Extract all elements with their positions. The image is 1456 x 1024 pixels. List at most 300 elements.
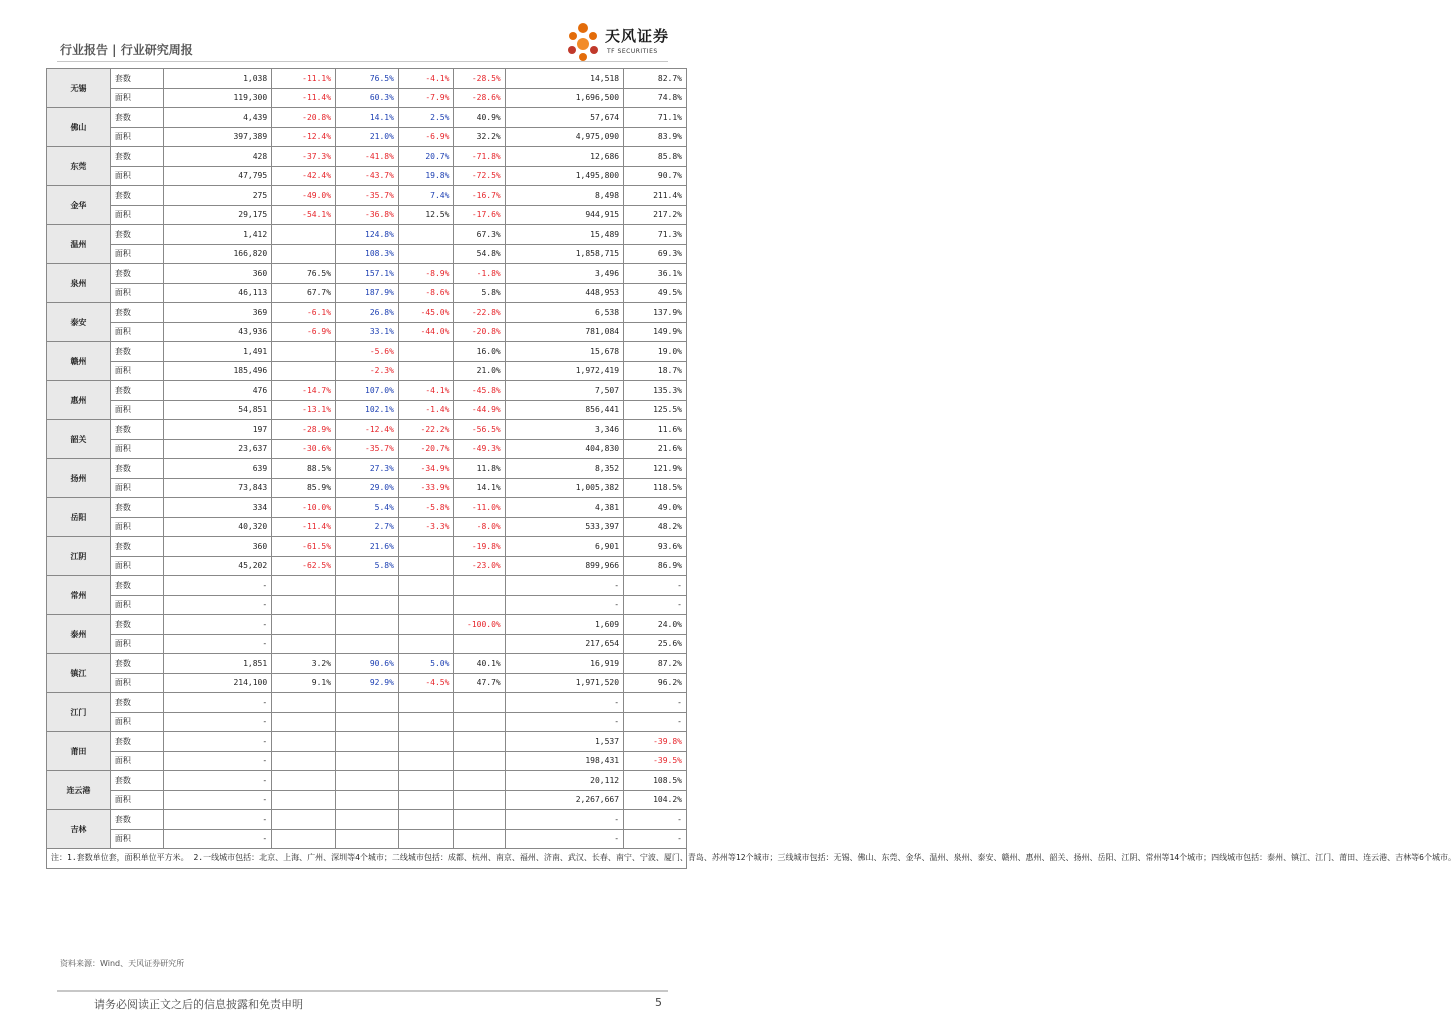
value-cell bbox=[272, 342, 336, 362]
value-cell: 83.9% bbox=[624, 127, 687, 147]
value-cell: -1.4% bbox=[398, 400, 454, 420]
value-cell: 185,496 bbox=[164, 361, 272, 381]
value-cell bbox=[454, 829, 505, 849]
table-row bbox=[47, 69, 687, 89]
table-row bbox=[47, 166, 687, 186]
metric-label-cell: 套数 bbox=[110, 771, 163, 791]
value-cell bbox=[398, 342, 454, 362]
footer-divider bbox=[57, 990, 668, 992]
value-cell: 92.9% bbox=[336, 673, 399, 693]
value-cell: -49.0% bbox=[272, 186, 336, 206]
value-cell: 2,267,667 bbox=[505, 790, 623, 810]
value-cell: 119,300 bbox=[164, 88, 272, 108]
value-cell: - bbox=[505, 712, 623, 732]
value-cell bbox=[398, 693, 454, 713]
table-row bbox=[47, 478, 687, 498]
metric-label-cell: 套数 bbox=[110, 147, 163, 167]
value-cell: - bbox=[164, 829, 272, 849]
value-cell bbox=[272, 361, 336, 381]
table-row bbox=[47, 517, 687, 537]
city-name-cell: 泉州 bbox=[47, 264, 111, 303]
value-cell: 1,609 bbox=[505, 615, 623, 635]
value-cell bbox=[272, 615, 336, 635]
table-row bbox=[47, 283, 687, 303]
value-cell: -2.3% bbox=[336, 361, 399, 381]
value-cell: -43.7% bbox=[336, 166, 399, 186]
value-cell: 27.3% bbox=[336, 459, 399, 479]
value-cell: 20.7% bbox=[398, 147, 454, 167]
metric-label-cell: 套数 bbox=[110, 732, 163, 752]
value-cell: 3,496 bbox=[505, 264, 623, 284]
table-row bbox=[47, 556, 687, 576]
value-cell: 476 bbox=[164, 381, 272, 401]
value-cell: 217,654 bbox=[505, 634, 623, 654]
value-cell bbox=[398, 732, 454, 752]
metric-label-cell: 面积 bbox=[110, 556, 163, 576]
value-cell: 88.5% bbox=[272, 459, 336, 479]
city-name-cell: 无锡 bbox=[47, 69, 111, 108]
value-cell: -11.1% bbox=[272, 69, 336, 89]
value-cell: 76.5% bbox=[336, 69, 399, 89]
value-cell: 944,915 bbox=[505, 205, 623, 225]
value-cell: 90.7% bbox=[624, 166, 687, 186]
value-cell: - bbox=[164, 595, 272, 615]
value-cell: -22.2% bbox=[398, 420, 454, 440]
logo-text-en: TF SECURITIES bbox=[607, 48, 658, 55]
value-cell: 4,381 bbox=[505, 498, 623, 518]
value-cell: -6.9% bbox=[272, 322, 336, 342]
value-cell: 21.6% bbox=[624, 439, 687, 459]
metric-label-cell: 套数 bbox=[110, 342, 163, 362]
value-cell: 71.1% bbox=[624, 108, 687, 128]
metric-label-cell: 套数 bbox=[110, 576, 163, 596]
metric-label-cell: 套数 bbox=[110, 381, 163, 401]
value-cell: 47,795 bbox=[164, 166, 272, 186]
table-row bbox=[47, 810, 687, 830]
value-cell: 137.9% bbox=[624, 303, 687, 323]
table-row bbox=[47, 322, 687, 342]
table-row bbox=[47, 88, 687, 108]
city-name-cell: 泰州 bbox=[47, 615, 111, 654]
value-cell: -20.7% bbox=[398, 439, 454, 459]
value-cell: 19.0% bbox=[624, 342, 687, 362]
value-cell: -35.7% bbox=[336, 439, 399, 459]
value-cell bbox=[336, 751, 399, 771]
value-cell bbox=[336, 771, 399, 791]
metric-label-cell: 套数 bbox=[110, 537, 163, 557]
value-cell bbox=[272, 810, 336, 830]
value-cell bbox=[336, 810, 399, 830]
value-cell: 1,491 bbox=[164, 342, 272, 362]
value-cell bbox=[272, 790, 336, 810]
value-cell: 21.0% bbox=[336, 127, 399, 147]
city-name-cell: 常州 bbox=[47, 576, 111, 615]
value-cell: 1,495,800 bbox=[505, 166, 623, 186]
value-cell: 11.6% bbox=[624, 420, 687, 440]
value-cell bbox=[398, 537, 454, 557]
value-cell: 121.9% bbox=[624, 459, 687, 479]
value-cell: - bbox=[164, 712, 272, 732]
metric-label-cell: 面积 bbox=[110, 88, 163, 108]
value-cell: 5.0% bbox=[398, 654, 454, 674]
value-cell: - bbox=[505, 576, 623, 596]
value-cell: 108.5% bbox=[624, 771, 687, 791]
value-cell bbox=[336, 732, 399, 752]
value-cell bbox=[336, 829, 399, 849]
table-row bbox=[47, 186, 687, 206]
value-cell bbox=[272, 634, 336, 654]
metric-label-cell: 套数 bbox=[110, 186, 163, 206]
value-cell: 217.2% bbox=[624, 205, 687, 225]
value-cell: -28.6% bbox=[454, 88, 505, 108]
value-cell: 90.6% bbox=[336, 654, 399, 674]
table-row bbox=[47, 576, 687, 596]
value-cell bbox=[272, 693, 336, 713]
value-cell bbox=[272, 712, 336, 732]
value-cell: 198,431 bbox=[505, 751, 623, 771]
value-cell: -12.4% bbox=[336, 420, 399, 440]
value-cell: 1,972,419 bbox=[505, 361, 623, 381]
value-cell: - bbox=[164, 615, 272, 635]
value-cell bbox=[398, 556, 454, 576]
city-name-cell: 扬州 bbox=[47, 459, 111, 498]
value-cell: 448,953 bbox=[505, 283, 623, 303]
metric-label-cell: 面积 bbox=[110, 517, 163, 537]
value-cell: 104.2% bbox=[624, 790, 687, 810]
value-cell: 32.2% bbox=[454, 127, 505, 147]
value-cell bbox=[454, 732, 505, 752]
value-cell: -41.8% bbox=[336, 147, 399, 167]
value-cell: -49.3% bbox=[454, 439, 505, 459]
value-cell: 40.9% bbox=[454, 108, 505, 128]
note-row bbox=[47, 849, 687, 869]
value-cell bbox=[336, 576, 399, 596]
value-cell: -62.5% bbox=[272, 556, 336, 576]
city-name-cell: 佛山 bbox=[47, 108, 111, 147]
value-cell bbox=[398, 576, 454, 596]
value-cell: 40.1% bbox=[454, 654, 505, 674]
value-cell: 67.3% bbox=[454, 225, 505, 245]
value-cell: 856,441 bbox=[505, 400, 623, 420]
value-cell: 1,696,500 bbox=[505, 88, 623, 108]
city-name-cell: 吉林 bbox=[47, 810, 111, 849]
value-cell: -39.8% bbox=[624, 732, 687, 752]
value-cell: 135.3% bbox=[624, 381, 687, 401]
page-number: 5 bbox=[655, 996, 662, 1009]
value-cell bbox=[336, 693, 399, 713]
value-cell: 7.4% bbox=[398, 186, 454, 206]
value-cell: -11.0% bbox=[454, 498, 505, 518]
metric-label-cell: 面积 bbox=[110, 634, 163, 654]
metric-label-cell: 面积 bbox=[110, 166, 163, 186]
value-cell: -10.0% bbox=[272, 498, 336, 518]
value-cell: 57,674 bbox=[505, 108, 623, 128]
value-cell: -4.1% bbox=[398, 381, 454, 401]
value-cell: 360 bbox=[164, 264, 272, 284]
value-cell: - bbox=[505, 829, 623, 849]
value-cell bbox=[398, 634, 454, 654]
value-cell: 360 bbox=[164, 537, 272, 557]
value-cell: 67.7% bbox=[272, 283, 336, 303]
value-cell: 6,901 bbox=[505, 537, 623, 557]
value-cell bbox=[398, 790, 454, 810]
value-cell: 26.8% bbox=[336, 303, 399, 323]
value-cell: -6.1% bbox=[272, 303, 336, 323]
value-cell: -54.1% bbox=[272, 205, 336, 225]
value-cell: -16.7% bbox=[454, 186, 505, 206]
metric-label-cell: 面积 bbox=[110, 829, 163, 849]
value-cell: - bbox=[505, 810, 623, 830]
value-cell bbox=[272, 244, 336, 264]
value-cell: 47.7% bbox=[454, 673, 505, 693]
value-cell: -56.5% bbox=[454, 420, 505, 440]
value-cell: 369 bbox=[164, 303, 272, 323]
city-name-cell: 金华 bbox=[47, 186, 111, 225]
value-cell bbox=[272, 829, 336, 849]
value-cell: -71.8% bbox=[454, 147, 505, 167]
value-cell: -33.9% bbox=[398, 478, 454, 498]
value-cell: - bbox=[164, 790, 272, 810]
metric-label-cell: 面积 bbox=[110, 127, 163, 147]
metric-label-cell: 套数 bbox=[110, 303, 163, 323]
value-cell: 4,975,090 bbox=[505, 127, 623, 147]
value-cell: - bbox=[164, 771, 272, 791]
metric-label-cell: 面积 bbox=[110, 595, 163, 615]
table-row bbox=[47, 108, 687, 128]
value-cell: 1,038 bbox=[164, 69, 272, 89]
value-cell: - bbox=[505, 595, 623, 615]
value-cell: 8,498 bbox=[505, 186, 623, 206]
value-cell: 781,084 bbox=[505, 322, 623, 342]
metric-label-cell: 套数 bbox=[110, 615, 163, 635]
city-name-cell: 韶关 bbox=[47, 420, 111, 459]
value-cell: 73,843 bbox=[164, 478, 272, 498]
value-cell: 48.2% bbox=[624, 517, 687, 537]
value-cell: 18.7% bbox=[624, 361, 687, 381]
value-cell: 69.3% bbox=[624, 244, 687, 264]
value-cell: -22.8% bbox=[454, 303, 505, 323]
table-row bbox=[47, 459, 687, 479]
value-cell: -7.9% bbox=[398, 88, 454, 108]
value-cell: 1,971,520 bbox=[505, 673, 623, 693]
value-cell bbox=[272, 595, 336, 615]
value-cell: -42.4% bbox=[272, 166, 336, 186]
value-cell bbox=[336, 790, 399, 810]
value-cell: -36.8% bbox=[336, 205, 399, 225]
value-cell: 397,389 bbox=[164, 127, 272, 147]
table-row bbox=[47, 244, 687, 264]
table-row bbox=[47, 361, 687, 381]
metric-label-cell: 套数 bbox=[110, 459, 163, 479]
value-cell: 45,202 bbox=[164, 556, 272, 576]
value-cell: 74.8% bbox=[624, 88, 687, 108]
value-cell: -61.5% bbox=[272, 537, 336, 557]
value-cell: 533,397 bbox=[505, 517, 623, 537]
value-cell: 36.1% bbox=[624, 264, 687, 284]
value-cell bbox=[398, 361, 454, 381]
value-cell: 21.6% bbox=[336, 537, 399, 557]
table-row bbox=[47, 829, 687, 849]
value-cell: - bbox=[164, 693, 272, 713]
metric-label-cell: 套数 bbox=[110, 693, 163, 713]
value-cell: 49.5% bbox=[624, 283, 687, 303]
value-cell: - bbox=[164, 576, 272, 596]
value-cell: - bbox=[624, 576, 687, 596]
value-cell: 334 bbox=[164, 498, 272, 518]
value-cell: -11.4% bbox=[272, 88, 336, 108]
city-name-cell: 东莞 bbox=[47, 147, 111, 186]
value-cell: -4.5% bbox=[398, 673, 454, 693]
value-cell bbox=[272, 225, 336, 245]
value-cell bbox=[454, 790, 505, 810]
value-cell: -28.9% bbox=[272, 420, 336, 440]
table-row bbox=[47, 615, 687, 635]
value-cell: 639 bbox=[164, 459, 272, 479]
value-cell: 25.6% bbox=[624, 634, 687, 654]
value-cell: 125.5% bbox=[624, 400, 687, 420]
value-cell bbox=[454, 771, 505, 791]
value-cell: 21.0% bbox=[454, 361, 505, 381]
city-name-cell: 岳阳 bbox=[47, 498, 111, 537]
metric-label-cell: 面积 bbox=[110, 751, 163, 771]
value-cell: -14.7% bbox=[272, 381, 336, 401]
value-cell: 1,005,382 bbox=[505, 478, 623, 498]
table-row bbox=[47, 712, 687, 732]
value-cell: 15,678 bbox=[505, 342, 623, 362]
value-cell: -45.8% bbox=[454, 381, 505, 401]
metric-label-cell: 面积 bbox=[110, 244, 163, 264]
table-row bbox=[47, 790, 687, 810]
value-cell: 1,851 bbox=[164, 654, 272, 674]
value-cell: 2.5% bbox=[398, 108, 454, 128]
value-cell: -44.0% bbox=[398, 322, 454, 342]
value-cell: 29,175 bbox=[164, 205, 272, 225]
metric-label-cell: 套数 bbox=[110, 108, 163, 128]
value-cell: -5.8% bbox=[398, 498, 454, 518]
city-sales-table bbox=[46, 68, 1456, 869]
value-cell: -23.0% bbox=[454, 556, 505, 576]
table-row bbox=[47, 673, 687, 693]
value-cell bbox=[398, 751, 454, 771]
value-cell: 5.8% bbox=[336, 556, 399, 576]
table-row bbox=[47, 147, 687, 167]
value-cell: -13.1% bbox=[272, 400, 336, 420]
metric-label-cell: 面积 bbox=[110, 400, 163, 420]
value-cell bbox=[454, 693, 505, 713]
table-row bbox=[47, 225, 687, 245]
value-cell: 93.6% bbox=[624, 537, 687, 557]
city-name-cell: 镇江 bbox=[47, 654, 111, 693]
value-cell: 71.3% bbox=[624, 225, 687, 245]
metric-label-cell: 面积 bbox=[110, 322, 163, 342]
table-row bbox=[47, 654, 687, 674]
value-cell bbox=[454, 634, 505, 654]
value-cell: 211.4% bbox=[624, 186, 687, 206]
value-cell: -17.6% bbox=[454, 205, 505, 225]
value-cell: - bbox=[624, 829, 687, 849]
value-cell: 49.0% bbox=[624, 498, 687, 518]
value-cell: 1,412 bbox=[164, 225, 272, 245]
value-cell bbox=[398, 771, 454, 791]
value-cell: 87.2% bbox=[624, 654, 687, 674]
table-row bbox=[47, 400, 687, 420]
value-cell: 86.9% bbox=[624, 556, 687, 576]
disclaimer-text: 请务必阅读正文之后的信息披露和免责申明 bbox=[94, 998, 303, 1011]
value-cell: 3,346 bbox=[505, 420, 623, 440]
value-cell bbox=[336, 712, 399, 732]
value-cell: -11.4% bbox=[272, 517, 336, 537]
metric-label-cell: 套数 bbox=[110, 264, 163, 284]
value-cell: 2.7% bbox=[336, 517, 399, 537]
metric-label-cell: 面积 bbox=[110, 712, 163, 732]
value-cell bbox=[454, 595, 505, 615]
value-cell: 187.9% bbox=[336, 283, 399, 303]
metric-label-cell: 面积 bbox=[110, 478, 163, 498]
value-cell: 1,858,715 bbox=[505, 244, 623, 264]
value-cell: -6.9% bbox=[398, 127, 454, 147]
value-cell: 4,439 bbox=[164, 108, 272, 128]
value-cell: 404,830 bbox=[505, 439, 623, 459]
value-cell: -12.4% bbox=[272, 127, 336, 147]
city-name-cell: 连云港 bbox=[47, 771, 111, 810]
value-cell: -20.8% bbox=[272, 108, 336, 128]
table-row bbox=[47, 693, 687, 713]
city-name-cell: 江阴 bbox=[47, 537, 111, 576]
value-cell bbox=[454, 810, 505, 830]
value-cell: 29.0% bbox=[336, 478, 399, 498]
value-cell: -45.0% bbox=[398, 303, 454, 323]
value-cell: - bbox=[164, 751, 272, 771]
value-cell: 197 bbox=[164, 420, 272, 440]
value-cell bbox=[454, 712, 505, 732]
value-cell: 9.1% bbox=[272, 673, 336, 693]
value-cell: - bbox=[164, 810, 272, 830]
report-header-title: 行业报告 | 行业研究周报 bbox=[60, 43, 193, 57]
value-cell: 54.8% bbox=[454, 244, 505, 264]
value-cell bbox=[398, 615, 454, 635]
table-row bbox=[47, 751, 687, 771]
table-row bbox=[47, 732, 687, 752]
value-cell: -5.6% bbox=[336, 342, 399, 362]
value-cell: -72.5% bbox=[454, 166, 505, 186]
value-cell: -28.5% bbox=[454, 69, 505, 89]
value-cell: 118.5% bbox=[624, 478, 687, 498]
value-cell: -8.9% bbox=[398, 264, 454, 284]
value-cell: - bbox=[624, 712, 687, 732]
value-cell: -39.5% bbox=[624, 751, 687, 771]
value-cell: 5.8% bbox=[454, 283, 505, 303]
metric-label-cell: 套数 bbox=[110, 225, 163, 245]
value-cell: 33.1% bbox=[336, 322, 399, 342]
value-cell: 275 bbox=[164, 186, 272, 206]
value-cell bbox=[398, 244, 454, 264]
table-row bbox=[47, 303, 687, 323]
value-cell: - bbox=[624, 595, 687, 615]
city-name-cell: 江门 bbox=[47, 693, 111, 732]
value-cell: 14,518 bbox=[505, 69, 623, 89]
table-row bbox=[47, 634, 687, 654]
value-cell: 102.1% bbox=[336, 400, 399, 420]
value-cell: 5.4% bbox=[336, 498, 399, 518]
value-cell: 96.2% bbox=[624, 673, 687, 693]
value-cell: 16.0% bbox=[454, 342, 505, 362]
value-cell: - bbox=[624, 810, 687, 830]
value-cell: -37.3% bbox=[272, 147, 336, 167]
value-cell: 157.1% bbox=[336, 264, 399, 284]
value-cell: -20.8% bbox=[454, 322, 505, 342]
value-cell: -1.8% bbox=[454, 264, 505, 284]
value-cell: 82.7% bbox=[624, 69, 687, 89]
